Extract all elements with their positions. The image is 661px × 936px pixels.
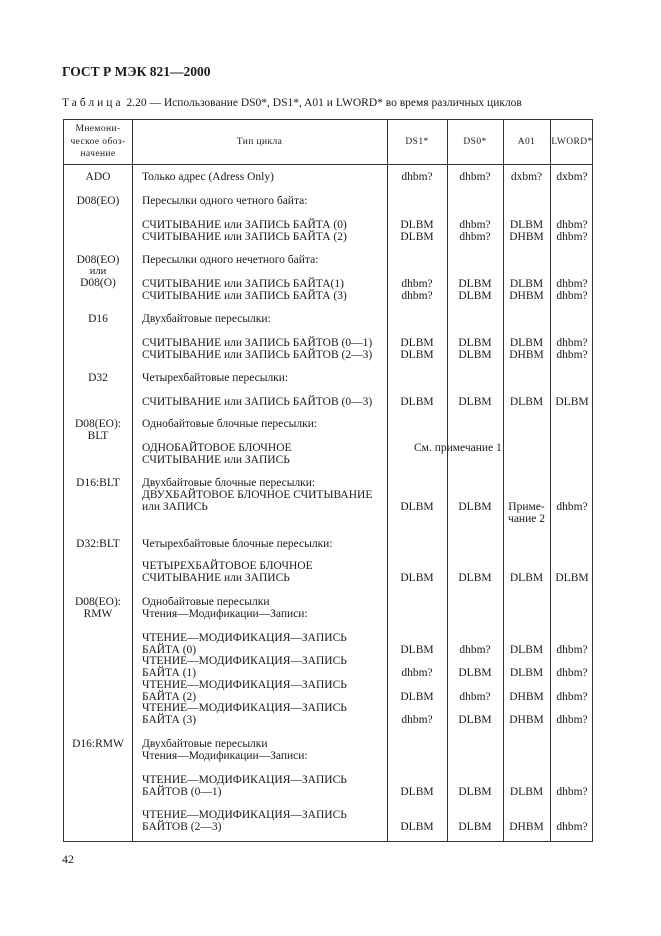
mnemonic-cell: D32:BLT xyxy=(76,538,120,550)
cycle-cell: БАЙТА (2) xyxy=(142,691,197,703)
a01-cell: DHBM xyxy=(509,821,544,833)
a01-cell: DLBM xyxy=(509,572,544,584)
a01-cell: чание 2 xyxy=(508,513,545,525)
cycle-cell: ЧТЕНИЕ—МОДИФИКАЦИЯ—ЗАПИСЬ xyxy=(142,679,347,691)
cycle-cell: СЧИТЫВАНИЕ или ЗАПИСЬ xyxy=(142,572,290,584)
table-caption-text: 2.20 — Использование DS0*, DS1*, A01 и LWORD* во время различных циклов xyxy=(126,97,522,109)
cycle-cell: СЧИТЫВАНИЕ или ЗАПИСЬ xyxy=(142,454,290,466)
cycle-cell: ЧТЕНИЕ—МОДИФИКАЦИЯ—ЗАПИСЬ xyxy=(142,809,347,821)
lword-cell: dhbm? xyxy=(556,219,588,231)
ds1-cell: DLBM xyxy=(400,231,434,243)
cycle-cell: СЧИТЫВАНИЕ или ЗАПИСЬ БАЙТОВ (0—1) xyxy=(142,337,373,349)
table-caption-label: Таблица xyxy=(62,97,124,109)
ds0-cell: DLBM xyxy=(458,337,492,349)
group-heading: Чтения—Модификации—Записи: xyxy=(142,750,308,762)
ds1-cell: DLBM xyxy=(400,349,434,361)
group-heading: Четырехбайтовые блочные пересылки: xyxy=(142,538,333,550)
ds1-cell: DLBM xyxy=(400,821,434,833)
lword-cell: DLBM xyxy=(555,572,589,584)
ds0-cell: DLBM xyxy=(458,821,492,833)
ds0-cell: DLBM xyxy=(458,349,492,361)
ds0-cell: DLBM xyxy=(458,501,492,513)
cycle-cell: СЧИТЫВАНИЕ или ЗАПИСЬ БАЙТА (3) xyxy=(142,290,347,302)
lword-cell: dhbm? xyxy=(556,349,588,361)
a01-cell: DLBM xyxy=(509,396,544,408)
header-divider xyxy=(64,164,592,165)
mnemonic-cell: D16:BLT xyxy=(76,477,120,489)
ds1-cell: DLBM xyxy=(400,572,434,584)
cycle-cell: ЧТЕНИЕ—МОДИФИКАЦИЯ—ЗАПИСЬ xyxy=(142,632,347,644)
mnemonic-cell: RMW xyxy=(83,608,113,620)
ds1-cell: DLBM xyxy=(400,501,434,513)
lword-cell: dhbm? xyxy=(556,821,588,833)
ds0-cell: dhbm? xyxy=(459,644,491,656)
group-heading: Однобайтовые пересылки xyxy=(142,596,270,608)
lword-cell: DLBM xyxy=(555,396,589,408)
ds1-cell: DLBM xyxy=(400,396,434,408)
a01-cell: DHBM xyxy=(509,290,544,302)
cycle-cell: БАЙТА (1) xyxy=(142,667,197,679)
column-divider xyxy=(132,120,133,841)
cycle-cell: Только адрес (Adress Only) xyxy=(142,171,274,183)
lword-cell: dhbm? xyxy=(556,337,588,349)
a01-cell: DLBM xyxy=(509,278,544,290)
cycle-cell: ЧТЕНИЕ—МОДИФИКАЦИЯ—ЗАПИСЬ xyxy=(142,702,347,714)
lword-cell: dxbm? xyxy=(556,171,588,183)
a01-cell: DHBM xyxy=(509,714,544,726)
mnemonic-cell: или xyxy=(89,266,107,277)
header-cycle-type: Тип цикла xyxy=(236,136,283,147)
signal-usage-table xyxy=(63,119,593,842)
group-heading: Двухбайтовые блочные пересылки: xyxy=(142,477,316,489)
mnemonic-cell: D08(EO) xyxy=(76,195,120,207)
ds0-cell: dhbm? xyxy=(459,171,491,183)
ds1-cell: DLBM xyxy=(400,337,434,349)
mnemonic-cell: D08(EO): xyxy=(75,596,121,608)
table-caption xyxy=(62,97,522,109)
mnemonic-cell: D16:RMW xyxy=(72,738,124,750)
group-heading: Однобайтовые блочные пересылки: xyxy=(142,418,318,430)
header-mnemonic-line: ческое обоз- xyxy=(70,136,126,147)
lword-cell: dhbm? xyxy=(556,501,588,513)
cycle-cell: БАЙТОВ (0—1) xyxy=(142,786,222,798)
header-ds0: DS0* xyxy=(463,136,487,147)
ds0-cell: dhbm? xyxy=(459,691,491,703)
ds1-cell: dhbm? xyxy=(401,714,433,726)
see-note-1: См. примечание 1 xyxy=(414,442,502,454)
mnemonic-cell: D08(EO) xyxy=(76,254,120,266)
lword-cell: dhbm? xyxy=(556,786,588,798)
ds1-cell: dhbm? xyxy=(401,290,433,302)
lword-cell: dhbm? xyxy=(556,278,588,290)
a01-cell: DLBM xyxy=(509,644,544,656)
lword-cell: dhbm? xyxy=(556,691,588,703)
cycle-cell: ЧТЕНИЕ—МОДИФИКАЦИЯ—ЗАПИСЬ xyxy=(142,655,347,667)
a01-cell: dxbm? xyxy=(510,171,543,183)
cycle-cell: ЧЕТЫРЕХБАЙТОВОЕ БЛОЧНОЕ xyxy=(142,560,313,572)
group-heading: Пересылки одного нечетного байта: xyxy=(142,254,319,266)
cycle-cell: БАЙТА (0) xyxy=(142,644,197,656)
header-mnemonic-line: начение xyxy=(80,149,116,160)
ds1-cell: dhbm? xyxy=(401,667,433,679)
ds0-cell: DLBM xyxy=(458,290,492,302)
ds0-cell: DLBM xyxy=(458,667,492,679)
cycle-cell: СЧИТЫВАНИЕ или ЗАПИСЬ БАЙТА (2) xyxy=(142,231,347,243)
a01-cell: DLBM xyxy=(509,337,544,349)
ds0-cell: dhbm? xyxy=(459,219,491,231)
a01-cell: DLBM xyxy=(509,786,544,798)
lword-cell: dhbm? xyxy=(556,644,588,656)
group-heading: Двухбайтовые пересылки: xyxy=(142,313,271,325)
ds1-cell: DLBM xyxy=(400,644,434,656)
group-heading: Пересылки одного четного байта: xyxy=(142,195,308,207)
lword-cell: dhbm? xyxy=(556,231,588,243)
mnemonic-cell: D16 xyxy=(88,313,108,325)
header-ds1: DS1* xyxy=(405,136,429,147)
a01-cell: DHBM xyxy=(509,231,544,243)
header-mnemonic xyxy=(64,120,132,164)
cycle-cell: СЧИТЫВАНИЕ или ЗАПИСЬ БАЙТОВ (0—3) xyxy=(142,396,373,408)
cycle-cell: БАЙТОВ (2—3) xyxy=(142,821,222,833)
ds0-cell: DLBM xyxy=(458,278,492,290)
a01-cell: DLBM xyxy=(509,219,544,231)
cycle-cell: или ЗАПИСЬ xyxy=(142,501,208,513)
ds0-cell: DLBM xyxy=(458,786,492,798)
mnemonic-cell: BLT xyxy=(87,430,109,442)
ds1-cell: dhbm? xyxy=(401,171,433,183)
a01-cell: DLBM xyxy=(509,667,544,679)
document-header: ГОСТ Р МЭК 821—2000 xyxy=(62,64,211,79)
mnemonic-cell: D08(O) xyxy=(80,277,116,289)
group-heading: Двухбайтовые пересылки xyxy=(142,738,268,750)
a01-cell: Приме- xyxy=(508,501,545,513)
mnemonic-cell: D08(EO): xyxy=(75,418,121,430)
ds0-cell: DLBM xyxy=(458,714,492,726)
group-heading: Четырехбайтовые пересылки: xyxy=(142,372,289,384)
lword-cell: dhbm? xyxy=(556,290,588,302)
a01-cell: DHBM xyxy=(509,691,544,703)
mnemonic-cell: D32 xyxy=(88,372,108,384)
ds1-cell: dhbm? xyxy=(401,278,433,290)
cycle-cell: ОДНОБАЙТОВОЕ БЛОЧНОЕ xyxy=(142,442,292,454)
ds0-cell: dhbm? xyxy=(459,231,491,243)
cycle-cell: СЧИТЫВАНИЕ или ЗАПИСЬ БАЙТА(1) xyxy=(142,278,344,290)
group-heading: Чтения—Модификации—Записи: xyxy=(142,608,308,620)
cycle-cell: ДВУХБАЙТОВОЕ БЛОЧНОЕ СЧИТЫВАНИЕ xyxy=(142,489,373,501)
ds1-cell: DLBM xyxy=(400,691,434,703)
cycle-cell: СЧИТЫВАНИЕ или ЗАПИСЬ БАЙТА (0) xyxy=(142,219,347,231)
lword-cell: dhbm? xyxy=(556,667,588,679)
header-a01: A01 xyxy=(517,136,536,147)
lword-cell: dhbm? xyxy=(556,714,588,726)
cycle-cell: СЧИТЫВАНИЕ или ЗАПИСЬ БАЙТОВ (2—3) xyxy=(142,349,373,361)
ds1-cell: DLBM xyxy=(400,219,434,231)
ds1-cell: DLBM xyxy=(400,786,434,798)
header-lword: LWORD* xyxy=(551,136,593,147)
mnemonic-cell: ADO xyxy=(85,171,111,183)
cycle-cell: ЧТЕНИЕ—МОДИФИКАЦИЯ—ЗАПИСЬ xyxy=(142,774,347,786)
cycle-cell: БАЙТА (3) xyxy=(142,714,197,726)
page-number: 42 xyxy=(62,852,74,866)
ds0-cell: DLBM xyxy=(458,572,492,584)
a01-cell: DHBM xyxy=(509,349,544,361)
header-mnemonic-line: Мнемони- xyxy=(75,124,121,135)
ds0-cell: DLBM xyxy=(458,396,492,408)
